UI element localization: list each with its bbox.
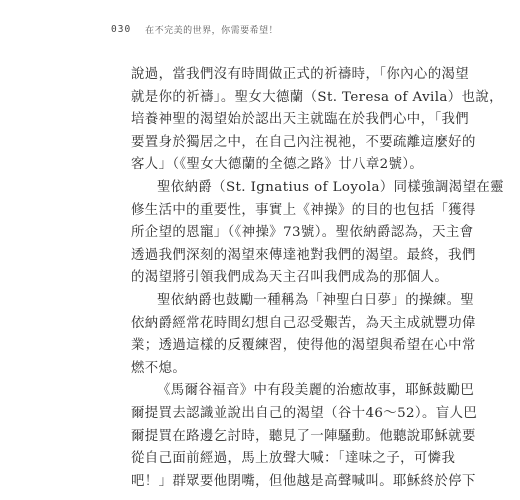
text-line: 就是你的祈禱」。聖女大德蘭（St. Teresa of Avila）也說， bbox=[131, 89, 503, 105]
running-head bbox=[111, 22, 278, 36]
text-line: 從自己面前經過，馬上放聲大喊：「達味之子，可憐我 bbox=[131, 451, 456, 467]
text-line: 的渴望將引領我們成為天主召叫我們成為的那個人。 bbox=[131, 270, 449, 286]
text-line: 所企望的恩寵」（《神操》73號）。聖依納爵認為，天主會 bbox=[131, 225, 474, 241]
body-text bbox=[131, 64, 504, 493]
text-line: 吧！」群眾要他閉嘴，但他越是高聲喊叫。耶穌終於停下 bbox=[131, 473, 476, 489]
paragraph-start-line: 《馬爾谷福音》中有段美麗的治癒故事，耶穌鼓勵巴 bbox=[157, 383, 475, 399]
text-line: 修生活中的重要性，事實上《神操》的目的也包括「獲得 bbox=[131, 202, 476, 218]
paragraph-start-line: 聖依納爵（St. Ignatius of Loyola）同樣強調渴望在靈 bbox=[157, 179, 504, 195]
paragraph-start-line: 聖依納爵也鼓勵一種稱為「神聖白日夢」的操練。聖 bbox=[157, 292, 475, 308]
text-line: 依納爵經常花時間幻想自己忍受艱苦，為天主成就豐功偉 bbox=[131, 315, 476, 331]
text-line: 爾提買在路邊乞討時，聽見了一陣騷動。他聽說耶穌就要 bbox=[131, 428, 476, 444]
text-line: 要置身於獨居之中，在自己內注視祂，不要疏離這麼好的 bbox=[131, 134, 476, 150]
page-number: 030 bbox=[111, 23, 132, 35]
text-line: 客人」（《聖女大德蘭的全德之路》廿八章2號）。 bbox=[131, 157, 424, 173]
text-line: 說過，當我們沒有時間做正式的祈禱時，「你內心的渴望 bbox=[131, 67, 470, 82]
text-line: 爾提買去認識並說出自己的渴望（谷十46～52）。盲人巴 bbox=[131, 405, 478, 421]
text-line: 業；透過這樣的反覆練習，使得他的渴望與希望在心中常 bbox=[131, 338, 476, 354]
book-title: 在不完美的世界，你需要希望！ bbox=[145, 25, 279, 36]
text-line: 培養神聖的渴望始於認出天主就臨在於我們心中，「我們 bbox=[131, 112, 470, 128]
text-line: 燃不熄。 bbox=[131, 360, 187, 376]
text-line: 透過我們深刻的渴望來傳達祂對我們的渴望。最終，我們 bbox=[131, 247, 476, 263]
